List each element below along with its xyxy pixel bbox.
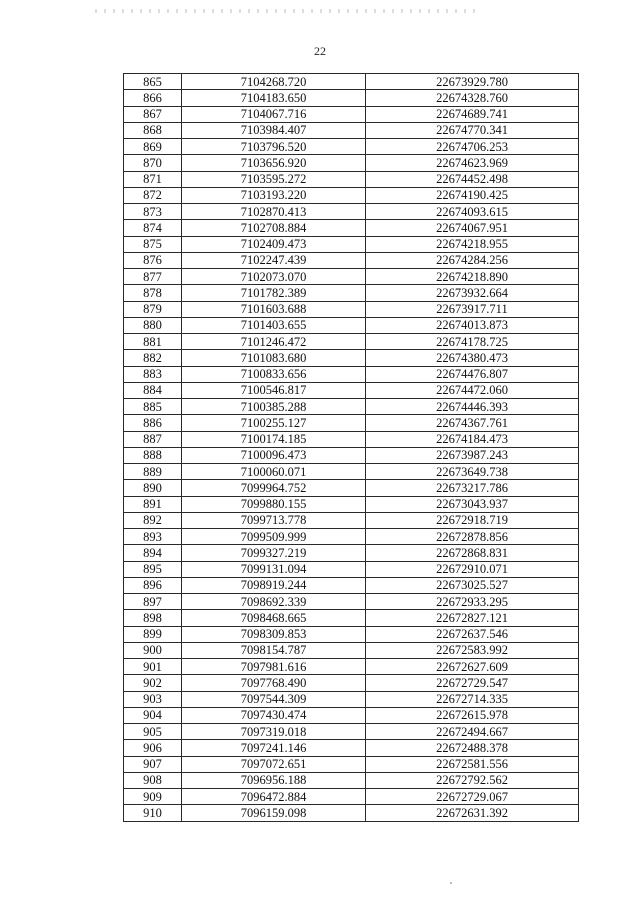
x-coordinate-cell: 7100385.288 <box>182 399 366 415</box>
y-coordinate-cell: 22674689.741 <box>366 106 579 122</box>
x-coordinate-cell: 7103656.920 <box>182 155 366 171</box>
table-row <box>124 675 579 691</box>
x-coordinate-cell: 7100255.127 <box>182 415 366 431</box>
y-coordinate-cell: 22673987.243 <box>366 447 579 463</box>
point-number-cell: 876 <box>124 252 182 268</box>
point-number-cell: 880 <box>124 317 182 333</box>
y-coordinate-cell: 22672615.978 <box>366 707 579 723</box>
y-coordinate-cell: 22672488.378 <box>366 740 579 756</box>
table-row <box>124 756 579 772</box>
y-coordinate-cell: 22674380.473 <box>366 350 579 366</box>
point-number-cell: 867 <box>124 106 182 122</box>
y-coordinate-cell: 22672631.392 <box>366 805 579 821</box>
x-coordinate-cell: 7097768.490 <box>182 675 366 691</box>
x-coordinate-cell: 7098692.339 <box>182 594 366 610</box>
table-row <box>124 171 579 187</box>
x-coordinate-cell: 7101083.680 <box>182 350 366 366</box>
table-row <box>124 366 579 382</box>
table-row <box>124 285 579 301</box>
point-number-cell: 883 <box>124 366 182 382</box>
point-number-cell: 871 <box>124 171 182 187</box>
point-number-cell: 890 <box>124 480 182 496</box>
table-row <box>124 350 579 366</box>
y-coordinate-cell: 22674218.890 <box>366 269 579 285</box>
point-number-cell: 896 <box>124 577 182 593</box>
table-row <box>124 610 579 626</box>
table-row <box>124 577 579 593</box>
y-coordinate-cell: 22672792.562 <box>366 772 579 788</box>
x-coordinate-cell: 7102708.884 <box>182 220 366 236</box>
point-number-cell: 904 <box>124 707 182 723</box>
table-row <box>124 122 579 138</box>
point-number-cell: 865 <box>124 74 182 90</box>
table-row <box>124 626 579 642</box>
x-coordinate-cell: 7097319.018 <box>182 724 366 740</box>
y-coordinate-cell: 22672918.719 <box>366 512 579 528</box>
x-coordinate-cell: 7096159.098 <box>182 805 366 821</box>
y-coordinate-cell: 22674067.951 <box>366 220 579 236</box>
y-coordinate-cell: 22674093.615 <box>366 204 579 220</box>
table-row <box>124 691 579 707</box>
x-coordinate-cell: 7102870.413 <box>182 204 366 220</box>
scan-speck <box>450 882 452 884</box>
table-row <box>124 659 579 675</box>
x-coordinate-cell: 7098468.665 <box>182 610 366 626</box>
point-number-cell: 909 <box>124 789 182 805</box>
y-coordinate-cell: 22672729.547 <box>366 675 579 691</box>
y-coordinate-cell: 22673932.664 <box>366 285 579 301</box>
y-coordinate-cell: 22672827.121 <box>366 610 579 626</box>
table-row <box>124 431 579 447</box>
x-coordinate-cell: 7096472.884 <box>182 789 366 805</box>
coordinates-table-body <box>124 74 579 822</box>
y-coordinate-cell: 22674446.393 <box>366 399 579 415</box>
x-coordinate-cell: 7104183.650 <box>182 90 366 106</box>
y-coordinate-cell: 22674328.760 <box>366 90 579 106</box>
x-coordinate-cell: 7097241.146 <box>182 740 366 756</box>
point-number-cell: 897 <box>124 594 182 610</box>
y-coordinate-cell: 22674706.253 <box>366 139 579 155</box>
table-row <box>124 496 579 512</box>
x-coordinate-cell: 7099509.999 <box>182 529 366 545</box>
table-row <box>124 236 579 252</box>
table-row <box>124 301 579 317</box>
y-coordinate-cell: 22672583.992 <box>366 642 579 658</box>
table-row <box>124 106 579 122</box>
x-coordinate-cell: 7100096.473 <box>182 447 366 463</box>
table-row <box>124 155 579 171</box>
y-coordinate-cell: 22674770.341 <box>366 122 579 138</box>
x-coordinate-cell: 7100833.656 <box>182 366 366 382</box>
x-coordinate-cell: 7104268.720 <box>182 74 366 90</box>
x-coordinate-cell: 7104067.716 <box>182 106 366 122</box>
point-number-cell: 908 <box>124 772 182 788</box>
y-coordinate-cell: 22672581.556 <box>366 756 579 772</box>
y-coordinate-cell: 22672910.071 <box>366 561 579 577</box>
table-row <box>124 480 579 496</box>
point-number-cell: 872 <box>124 187 182 203</box>
point-number-cell: 873 <box>124 204 182 220</box>
point-number-cell: 882 <box>124 350 182 366</box>
table-row <box>124 805 579 821</box>
table-row <box>124 90 579 106</box>
table-row <box>124 317 579 333</box>
x-coordinate-cell: 7097544.309 <box>182 691 366 707</box>
x-coordinate-cell: 7097072.651 <box>182 756 366 772</box>
y-coordinate-cell: 22673025.527 <box>366 577 579 593</box>
x-coordinate-cell: 7103595.272 <box>182 171 366 187</box>
x-coordinate-cell: 7096956.188 <box>182 772 366 788</box>
x-coordinate-cell: 7100060.071 <box>182 464 366 480</box>
table-row <box>124 252 579 268</box>
point-number-cell: 906 <box>124 740 182 756</box>
x-coordinate-cell: 7102409.473 <box>182 236 366 252</box>
point-number-cell: 898 <box>124 610 182 626</box>
point-number-cell: 870 <box>124 155 182 171</box>
table-row <box>124 139 579 155</box>
point-number-cell: 881 <box>124 334 182 350</box>
table-row <box>124 561 579 577</box>
page-number: 22 <box>314 44 326 58</box>
point-number-cell: 893 <box>124 529 182 545</box>
y-coordinate-cell: 22674284.256 <box>366 252 579 268</box>
point-number-cell: 868 <box>124 122 182 138</box>
x-coordinate-cell: 7101603.688 <box>182 301 366 317</box>
table-row <box>124 187 579 203</box>
table-row <box>124 789 579 805</box>
y-coordinate-cell: 22672868.831 <box>366 545 579 561</box>
table-row <box>124 464 579 480</box>
y-coordinate-cell: 22673917.711 <box>366 301 579 317</box>
y-coordinate-cell: 22673043.937 <box>366 496 579 512</box>
y-coordinate-cell: 22672494.667 <box>366 724 579 740</box>
x-coordinate-cell: 7098309.853 <box>182 626 366 642</box>
x-coordinate-cell: 7099880.155 <box>182 496 366 512</box>
y-coordinate-cell: 22672627.609 <box>366 659 579 675</box>
point-number-cell: 905 <box>124 724 182 740</box>
table-row <box>124 529 579 545</box>
point-number-cell: 889 <box>124 464 182 480</box>
point-number-cell: 884 <box>124 382 182 398</box>
y-coordinate-cell: 22674472.060 <box>366 382 579 398</box>
point-number-cell: 910 <box>124 805 182 821</box>
point-number-cell: 869 <box>124 139 182 155</box>
x-coordinate-cell: 7100174.185 <box>182 431 366 447</box>
point-number-cell: 903 <box>124 691 182 707</box>
y-coordinate-cell: 22674218.955 <box>366 236 579 252</box>
x-coordinate-cell: 7103193.220 <box>182 187 366 203</box>
point-number-cell: 902 <box>124 675 182 691</box>
point-number-cell: 878 <box>124 285 182 301</box>
table-row <box>124 740 579 756</box>
x-coordinate-cell: 7097981.616 <box>182 659 366 675</box>
point-number-cell: 894 <box>124 545 182 561</box>
table-row <box>124 447 579 463</box>
point-number-cell: 885 <box>124 399 182 415</box>
y-coordinate-cell: 22674184.473 <box>366 431 579 447</box>
y-coordinate-cell: 22674623.969 <box>366 155 579 171</box>
y-coordinate-cell: 22673649.738 <box>366 464 579 480</box>
table-row <box>124 399 579 415</box>
point-number-cell: 891 <box>124 496 182 512</box>
point-number-cell: 866 <box>124 90 182 106</box>
table-row <box>124 204 579 220</box>
point-number-cell: 907 <box>124 756 182 772</box>
x-coordinate-cell: 7097430.474 <box>182 707 366 723</box>
point-number-cell: 879 <box>124 301 182 317</box>
y-coordinate-cell: 22674476.807 <box>366 366 579 382</box>
y-coordinate-cell: 22673217.786 <box>366 480 579 496</box>
point-number-cell: 874 <box>124 220 182 236</box>
table-row <box>124 642 579 658</box>
table-row <box>124 415 579 431</box>
x-coordinate-cell: 7102247.439 <box>182 252 366 268</box>
x-coordinate-cell: 7099964.752 <box>182 480 366 496</box>
coordinates-table <box>123 73 579 822</box>
table-row <box>124 220 579 236</box>
x-coordinate-cell: 7098154.787 <box>182 642 366 658</box>
table-row <box>124 74 579 90</box>
point-number-cell: 877 <box>124 269 182 285</box>
point-number-cell: 875 <box>124 236 182 252</box>
point-number-cell: 900 <box>124 642 182 658</box>
y-coordinate-cell: 22672878.856 <box>366 529 579 545</box>
table-row <box>124 772 579 788</box>
y-coordinate-cell: 22673929.780 <box>366 74 579 90</box>
y-coordinate-cell: 22672714.335 <box>366 691 579 707</box>
y-coordinate-cell: 22674452.498 <box>366 171 579 187</box>
x-coordinate-cell: 7101246.472 <box>182 334 366 350</box>
x-coordinate-cell: 7102073.070 <box>182 269 366 285</box>
point-number-cell: 899 <box>124 626 182 642</box>
table-row <box>124 707 579 723</box>
point-number-cell: 886 <box>124 415 182 431</box>
x-coordinate-cell: 7099131.094 <box>182 561 366 577</box>
x-coordinate-cell: 7099713.778 <box>182 512 366 528</box>
y-coordinate-cell: 22674013.873 <box>366 317 579 333</box>
x-coordinate-cell: 7100546.817 <box>182 382 366 398</box>
x-coordinate-cell: 7099327.219 <box>182 545 366 561</box>
scan-artifact <box>95 9 475 13</box>
table-row <box>124 334 579 350</box>
y-coordinate-cell: 22672637.546 <box>366 626 579 642</box>
table-row <box>124 382 579 398</box>
table-row <box>124 724 579 740</box>
y-coordinate-cell: 22672933.295 <box>366 594 579 610</box>
y-coordinate-cell: 22674178.725 <box>366 334 579 350</box>
point-number-cell: 888 <box>124 447 182 463</box>
x-coordinate-cell: 7101782.389 <box>182 285 366 301</box>
table-row <box>124 269 579 285</box>
y-coordinate-cell: 22674367.761 <box>366 415 579 431</box>
table-row <box>124 545 579 561</box>
point-number-cell: 887 <box>124 431 182 447</box>
x-coordinate-cell: 7103796.520 <box>182 139 366 155</box>
y-coordinate-cell: 22672729.067 <box>366 789 579 805</box>
table-row <box>124 594 579 610</box>
table-row <box>124 512 579 528</box>
point-number-cell: 895 <box>124 561 182 577</box>
x-coordinate-cell: 7098919.244 <box>182 577 366 593</box>
y-coordinate-cell: 22674190.425 <box>366 187 579 203</box>
x-coordinate-cell: 7103984.407 <box>182 122 366 138</box>
point-number-cell: 892 <box>124 512 182 528</box>
point-number-cell: 901 <box>124 659 182 675</box>
x-coordinate-cell: 7101403.655 <box>182 317 366 333</box>
